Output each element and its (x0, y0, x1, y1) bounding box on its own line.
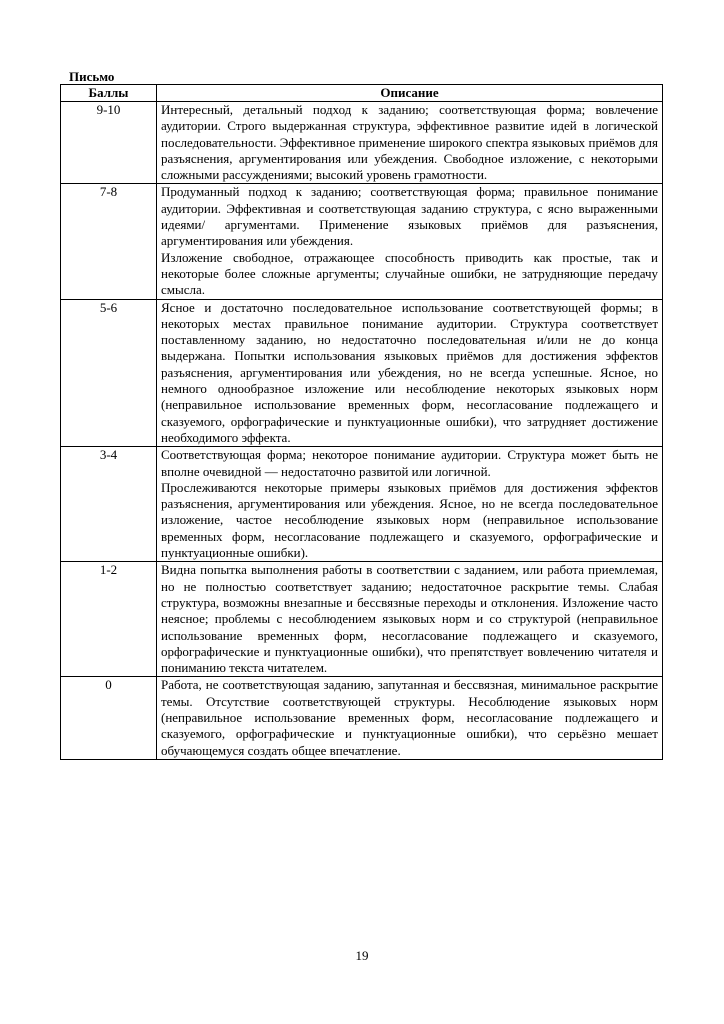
table-row (61, 299, 663, 447)
description-paragraph: Ясное и достаточно последовательное использование соответствующей формы; в некоторых местах правильное понимание аудитории. Структура соответствует поставленному заданию, но недостаточно последовательная и/или не до конца выдержана. Попытки использования языковых приёмов для достижения эффектов разъяснения, аргументирования или убеждения, но не всегда успешные. Ясное, но немного однообразное изложение или несоблюдение некоторых языковых норм (неправильное использование временных форм, несогласование подлежащего и сказуемого, орфографические и пунктуационные ошибки), что затрудняет достижение необходимого эффекта. (161, 299, 658, 445)
score-cell: 3-4 (61, 447, 157, 562)
description-paragraph: Изложение свободное, отражающее способность приводить как простые, так и некоторые более сложные аргументы; случайные ошибки, не затрудняющие передачу смысла. (161, 249, 658, 298)
table-row (61, 184, 663, 299)
description-cell (157, 184, 663, 299)
description-paragraph: Продуманный подход к заданию; соответствующая форма; правильное понимание аудитории. Эффективная и соответствующая заданию структура, с ясно выраженными идеями/ аргументами. Применение языковых приёмов для разъяснения, аргументирования или убеждения. (161, 184, 658, 249)
table-row (61, 562, 663, 677)
description-column-header: Описание (157, 85, 663, 102)
assessment-rubric-table (60, 84, 663, 760)
table-row (61, 102, 663, 184)
table-row (61, 447, 663, 562)
score-cell: 0 (61, 677, 157, 759)
score-cell: 7-8 (61, 184, 157, 299)
score-column-header: Баллы (61, 85, 157, 102)
table-header-row (61, 85, 663, 102)
description-paragraph: Интересный, детальный подход к заданию; соответствующая форма; вовлечение аудитории. Строго выдержанная структура, эффективное развитие идей в логической последовательности. Эффективное применение широкого спектра языковых приёмов для разъяснения, аргументирования или убеждения. Свободное изложение, с некоторыми сложными рассуждениями; высокий уровень грамотности. (161, 102, 658, 183)
description-paragraph: Видна попытка выполнения работы в соответствии с заданием, или работа приемлемая, но не полностью соответствует заданию; недостаточное раскрытие темы. Слабая структура, возможны внезапные и бессвязные переходы и отклонения. Изложение часто неясное; проблемы с несоблюдением языковых норм и со структурой (неправильное использование временных форм, несогласование подлежащего и сказуемого, орфографические и пунктуационные ошибки), что препятствует вовлечению читателя и пониманию текста читателем. (161, 562, 658, 676)
score-cell: 9-10 (61, 102, 157, 184)
score-cell: 1-2 (61, 562, 157, 677)
description-cell (157, 677, 663, 759)
description-cell (157, 299, 663, 447)
rubric-table-body (61, 102, 663, 760)
table-row (61, 677, 663, 759)
section-title: Письмо (69, 69, 115, 84)
description-cell (157, 102, 663, 184)
score-cell: 5-6 (61, 299, 157, 447)
page-number: 19 (355, 948, 369, 963)
description-cell (157, 562, 663, 677)
description-paragraph: Прослеживаются некоторые примеры языковых приёмов для достижения эффектов разъяснения, аргументирования или убеждения. Ясное, но не всегда последовательное изложение, частое несоблюдение языковых норм (неправильное использование временных форм, несогласование подлежащего и сказуемого, орфографические и пунктуационные ошибки). (161, 479, 658, 561)
description-cell (157, 447, 663, 562)
description-paragraph: Работа, не соответствующая заданию, запутанная и бессвязная, минимальное раскрытие темы. Отсутствие соответствующей структуры. Несоблюдение языковых норм (неправильное использование временных форм, несогласование подлежащего и сказуемого, орфографические и пунктуационные ошибки), что серьёзно мешает обучающемуся создать общее впечатление. (161, 677, 658, 758)
description-paragraph: Соответствующая форма; некоторое понимание аудитории. Структура может быть не вполне очевидной — недостаточно развитой или логичной. (161, 447, 658, 479)
